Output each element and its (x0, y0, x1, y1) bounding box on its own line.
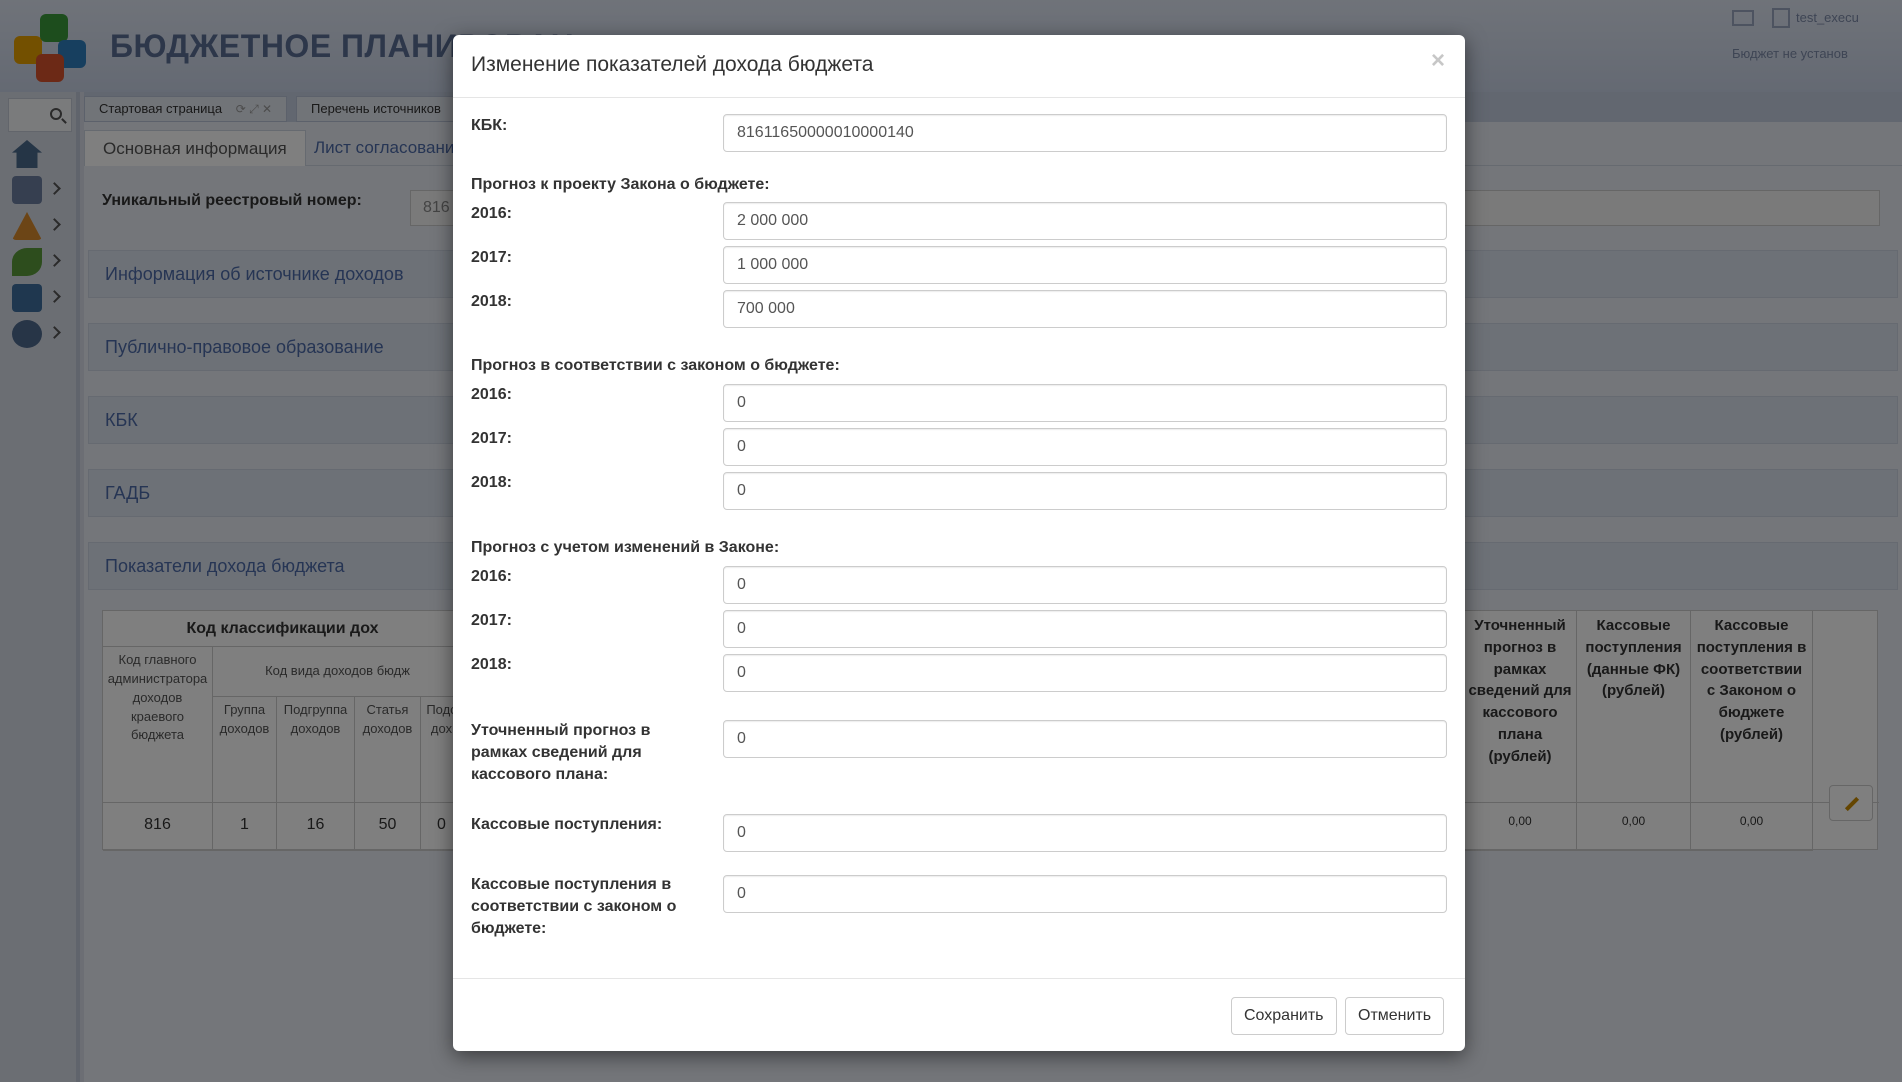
modal-header (453, 35, 1465, 98)
group-law-title: Прогноз в соответствии с законом о бюджете: (471, 357, 840, 374)
draft-2017-field[interactable] (723, 246, 1447, 284)
law-2018-label: 2018: (471, 474, 512, 491)
law-2017-label: 2017: (471, 430, 512, 447)
cash-receipts-law-label: Кассовые поступления в соответствии с законом о бюджете: (471, 876, 677, 937)
cash-receipts-law-field[interactable] (723, 875, 1447, 913)
cash-receipts-label: Кассовые поступления: (471, 816, 663, 833)
kbk-label: КБК: (471, 117, 508, 134)
law-2017-field[interactable] (723, 428, 1447, 466)
draft-2016-field[interactable] (723, 202, 1447, 240)
changes-2017-field[interactable] (723, 610, 1447, 648)
changes-2018-label: 2018: (471, 656, 512, 673)
group-changes-title: Прогноз с учетом изменений в Законе: (471, 539, 780, 556)
draft-2016-label: 2016: (471, 205, 512, 222)
draft-2018-field[interactable] (723, 290, 1447, 328)
group-draft-law-title: Прогноз к проекту Закона о бюджете: (471, 176, 770, 193)
close-icon[interactable]: × (1430, 47, 1445, 74)
changes-2016-label: 2016: (471, 568, 512, 585)
cash-receipts-field[interactable] (723, 814, 1447, 852)
refined-forecast-field[interactable] (723, 720, 1447, 758)
law-2018-field[interactable] (723, 472, 1447, 510)
changes-2016-field[interactable] (723, 566, 1447, 604)
draft-2018-label: 2018: (471, 293, 512, 310)
draft-2017-label: 2017: (471, 249, 512, 266)
law-2016-field[interactable] (723, 384, 1447, 422)
save-button[interactable]: Сохранить (1231, 997, 1337, 1035)
modal-title: Изменение показателей дохода бюджета (471, 53, 874, 76)
law-2016-label: 2016: (471, 386, 512, 403)
modal-footer (453, 978, 1465, 1051)
kbk-field[interactable] (723, 114, 1447, 152)
changes-2018-field[interactable] (723, 654, 1447, 692)
cancel-button[interactable]: Отменить (1345, 997, 1444, 1035)
edit-indicators-modal (453, 35, 1465, 1051)
refined-forecast-label: Уточненный прогноз в рамках сведений для кассового плана: (471, 722, 651, 783)
changes-2017-label: 2017: (471, 612, 512, 629)
